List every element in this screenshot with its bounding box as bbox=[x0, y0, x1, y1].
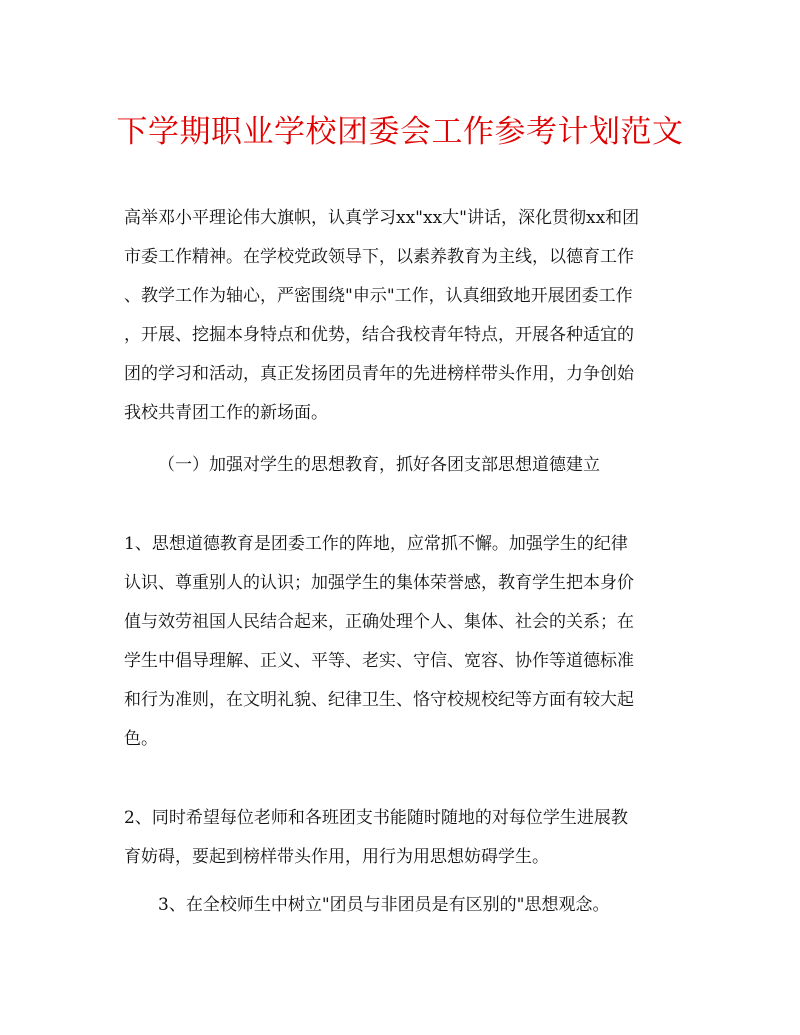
section-heading: （一）加强对学生的思想教育，抓好各团支部思想道德建立 bbox=[158, 455, 600, 475]
item-1-line-3: 值与效劳祖国人民结合起来，正确处理个人、集体、社会的关系；在 bbox=[124, 612, 634, 632]
paragraph-1-line-1: 高举邓小平理论伟大旗帜，认真学习xx"xx大"讲话，深化贯彻xx和团 bbox=[124, 208, 640, 228]
paragraph-1-line-6: 我校共青团工作的新场面。 bbox=[124, 403, 328, 423]
paragraph-1-line-5: 团的学习和活动，真正发扬团员青年的先进榜样带头作用，力争创始 bbox=[124, 364, 634, 384]
paragraph-1-line-4: ，开展、挖掘本身特点和优势，结合我校青年特点，开展各种适宜的 bbox=[124, 325, 634, 345]
item-1-line-2: 认识、尊重别人的认识；加强学生的集体荣誉感，教育学生把本身价 bbox=[124, 573, 634, 593]
item-1-line-6: 色。 bbox=[124, 729, 158, 749]
document-title: 下学期职业学校团委会工作参考计划范文 bbox=[116, 114, 684, 150]
paragraph-1-line-2: 市委工作精神。在学校党政领导下，以素养教育为主线，以德育工作 bbox=[124, 247, 634, 267]
item-2-line-2: 育妨碍，要起到榜样带头作用，用行为用思想妨碍学生。 bbox=[124, 847, 549, 867]
item-3-line-1: 3、在全校师生中树立"团员与非团员是有区别的"思想观念。 bbox=[158, 895, 610, 915]
item-1-line-5: 和行为准则，在文明礼貌、纪律卫生、恪守校规校纪等方面有较大起 bbox=[124, 690, 634, 710]
item-1-line-4: 学生中倡导理解、正义、平等、老实、守信、宽容、协作等道德标准 bbox=[124, 651, 634, 671]
paragraph-1-line-3: 、教学工作为轴心，严密围绕"申示"工作，认真细致地开展团委工作 bbox=[124, 286, 633, 306]
item-2-line-1: 2、同时希望每位老师和各班团支书能随时随地的对每位学生进展教 bbox=[124, 808, 628, 828]
item-1-line-1: 1、思想道德教育是团委工作的阵地，应常抓不懈。加强学生的纪律 bbox=[124, 534, 628, 554]
